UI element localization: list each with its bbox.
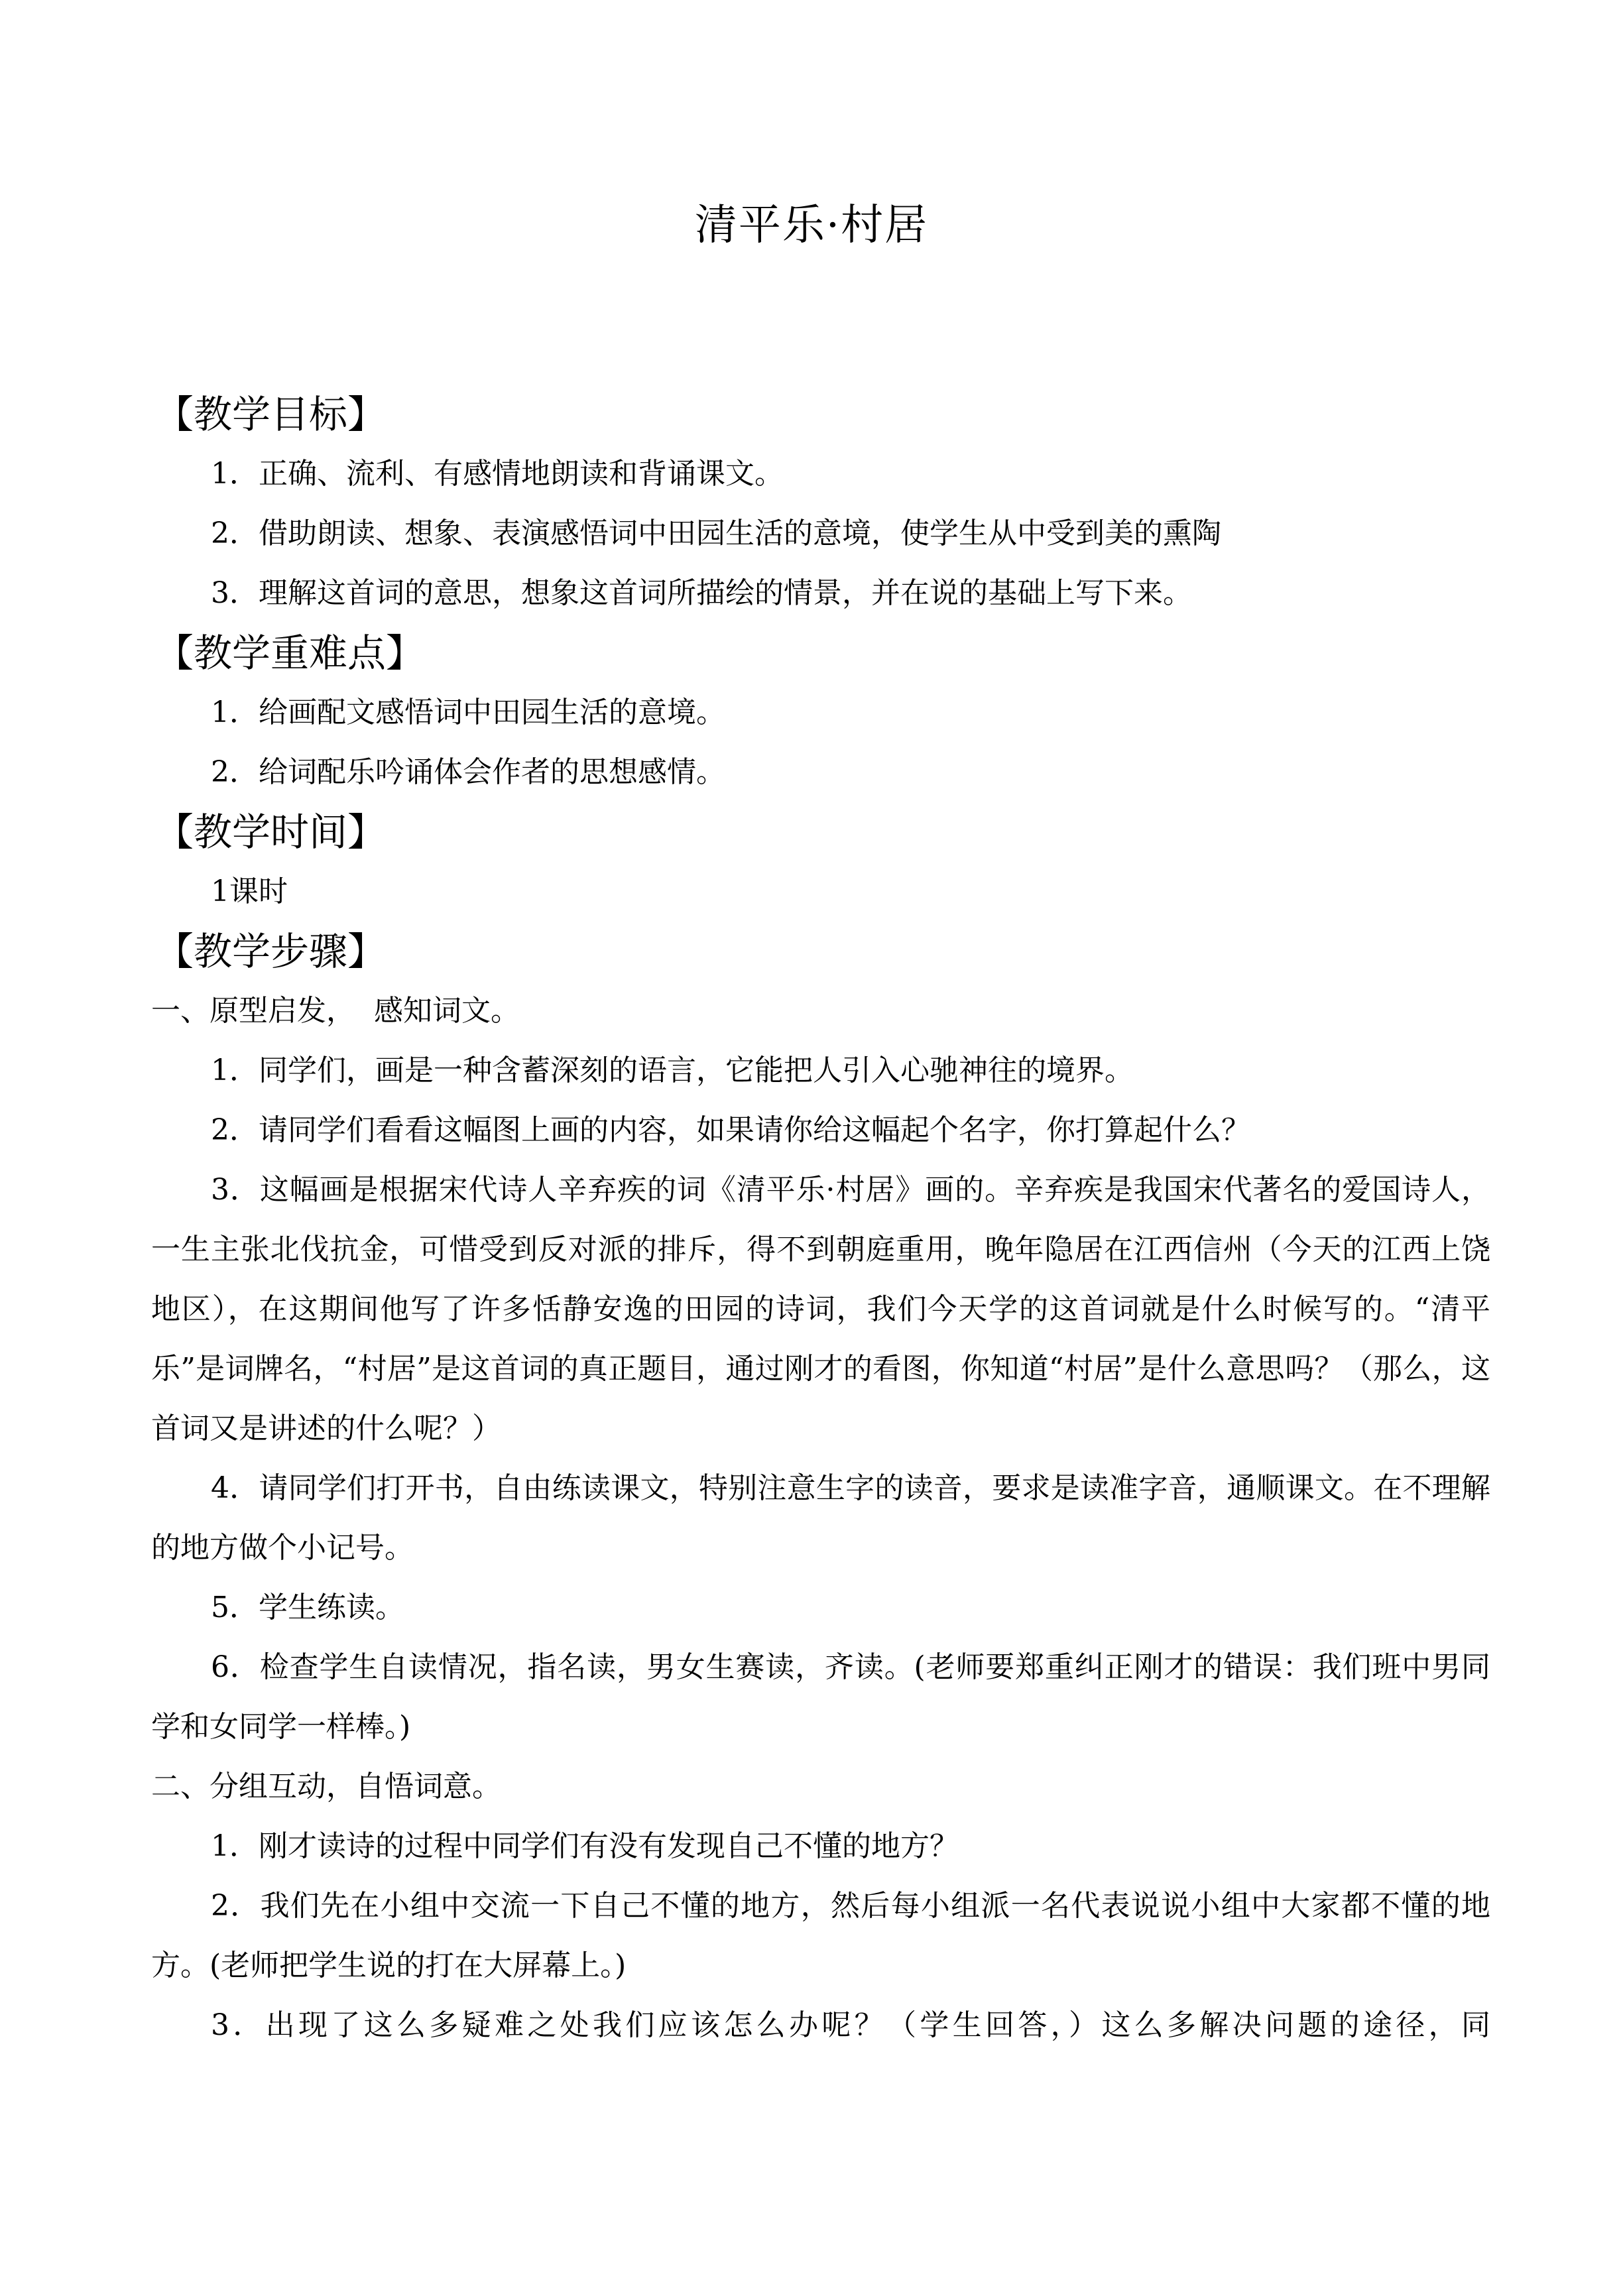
document-title: 清平乐·村居 (694, 201, 929, 250)
step-item: 1．刚才读诗的过程中同学们有没有发现自己不懂的地方？ (211, 1829, 959, 1863)
heading-time: 【教学时间】 (155, 810, 387, 855)
document-body (151, 385, 1490, 2055)
step-item: 5．学生练读。 (211, 1591, 404, 1624)
step-item: 3．出现了这么多疑难之处我们应该怎么办呢？（学生回答，）这么多解决问题的途径，同 (211, 2008, 1490, 2042)
objective-item: 2．借助朗读、想象、表演感悟词中田园生活的意境，使学生从中受到美的熏陶 (211, 516, 1221, 550)
objective-item: 3．理解这首词的意思，想象这首词所描绘的情景，并在说的基础上写下来。 (211, 576, 1192, 610)
key-point-item: 2．给词配乐吟诵体会作者的思想感情。 (211, 755, 725, 789)
lesson-time: 1课时 (211, 875, 288, 908)
step-item: 6．检查学生自读情况，指名读，男女生赛读，齐读。(老师要郑重纠正刚才的错误：我们班中男同学和女同学一样棒。) (151, 1650, 1490, 1744)
step-item: 2．我们先在小组中交流一下自己不懂的地方，然后每小组派一名代表说说小组中大家都不懂的地方。(老师把学生说的打在大屏幕上。) (151, 1889, 1490, 1982)
step-item: 1．同学们，画是一种含蓄深刻的语言，它能把人引入心驰神往的境界。 (211, 1054, 1134, 1087)
step-item: 4．请同学们打开书，自由练读课文，特别注意生字的读音，要求是读准字音，通顺课文。在不理解的地方做个小记号。 (151, 1471, 1490, 1565)
heading-key-points: 【教学重难点】 (155, 631, 425, 676)
heading-objectives: 【教学目标】 (155, 392, 387, 437)
step-part-title: 二、分组互动，自悟词意。 (151, 1770, 501, 1803)
step-item: 2．请同学们看看这幅图上画的内容，如果请你给这幅起个名字，你打算起什么？ (211, 1113, 1250, 1147)
heading-steps: 【教学步骤】 (155, 929, 387, 974)
objective-item: 1．正确、流利、有感情地朗读和背诵课文。 (211, 457, 784, 491)
key-point-item: 1．给画配文感悟词中田园生活的意境。 (211, 695, 725, 729)
step-part-title: 一、原型启发， 感知词文。 (151, 994, 520, 1028)
step-item: 3．这幅画是根据宋代诗人辛弃疾的词《清平乐·村居》画的。辛弃疾是我国宋代著名的爱国诗人，一生主张北伐抗金，可惜受到反对派的排斥，得不到朝庭重用，晚年隐居在江西信州（今天的江西上饶地区），在这期间他写了许多恬静安逸的田园的诗词，我们今天学的这首词就是什么时候写的。“清平乐”是词牌名，“村居”是这首词的真正题目，通过刚才的看图，你知道“村居”是什么意思吗？（那么，这首词又是讲述的什么呢？） (151, 1173, 1490, 1445)
